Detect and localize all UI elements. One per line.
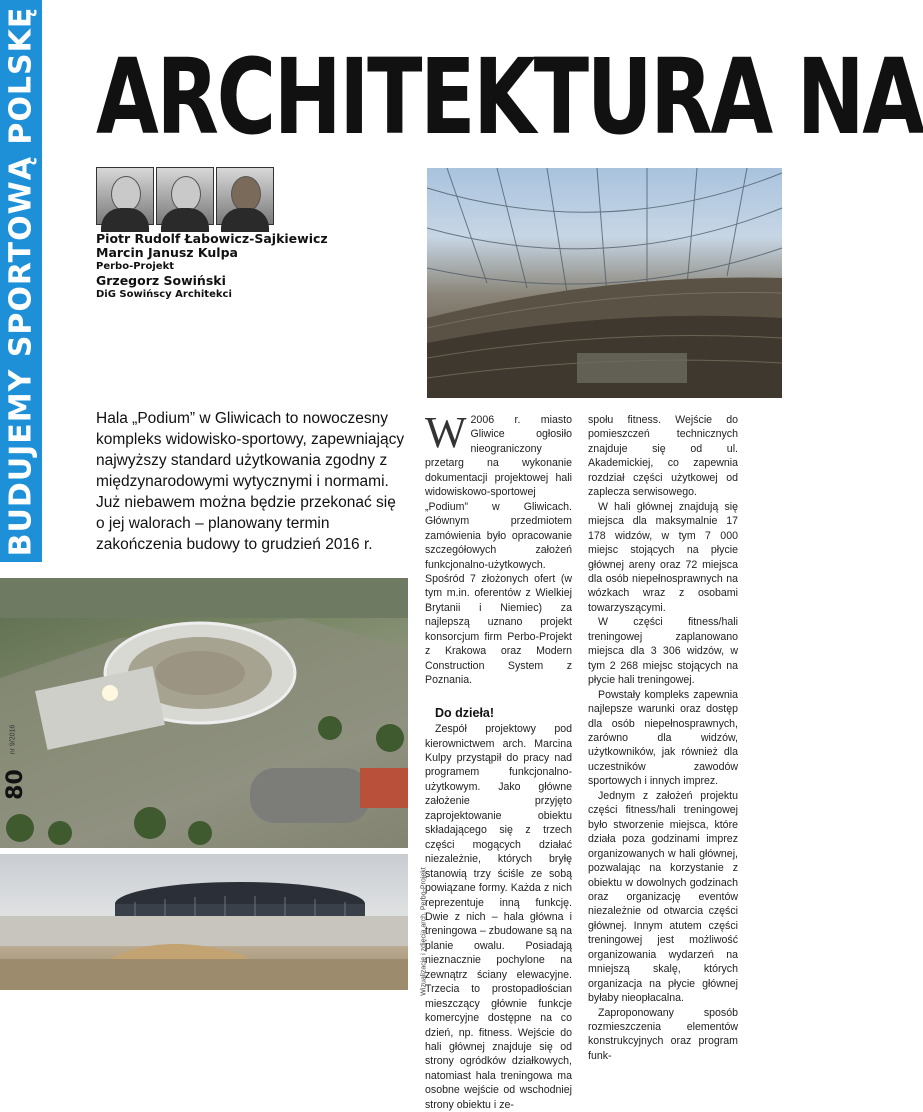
body-paragraph xyxy=(425,408,572,688)
site-photo xyxy=(0,854,408,990)
body-paragraph: W hali głównej znajdują się miejsca dla maksymalnie 17 178 widzów, w tym 7 000 miejsc stojących na płycie głównej areny oraz 72 miejsca dla osób niepełnosprawnych na wózkach wraz z osobami towarzyszącymi. xyxy=(588,500,738,614)
author-name: Grzegorz Sowiński xyxy=(96,273,226,288)
author-list xyxy=(96,232,416,302)
arena-interior-photo xyxy=(427,168,782,398)
lead-paragraph: Hala „Podium” w Gliwicach to nowoczesny kompleks widowisko-sportowy, zapewniający najwyższy standard użytkowania zgodny z międzynarodowymi wytycznymi i normami. Już niebawem można będzie przekonać się o jej walorach – planowany termin zakończenia budowy to grudzień 2016 r. xyxy=(96,410,405,553)
body-paragraph: Jednym z założeń projektu części fitness/hali treningowej było stworzenie miejsca, które działa poza godzinami imprez organizowanych w hali głównej, pozwalając na korzystanie z obiektu w dowolnych godzinach oraz organizację eventów niezależnie od otwarcia części głównej. Innym atutem części treningowej jest możliwość organizowania wydarzeń na mniejszą skalę, których organizacja na płycie głównej byłaby nieopłacalna. xyxy=(588,789,738,1005)
author-organization: DiG Sowińscy Architekci xyxy=(96,289,232,300)
photo-credit-text: Wizualizacje i zdjęcia arch. Perbo-Projekt xyxy=(420,867,428,996)
body-column-1 xyxy=(425,408,572,1112)
section-title-text: BUDUJEMY SPORTOWĄ POLSKĘ xyxy=(3,6,39,556)
author-portrait-2 xyxy=(156,167,214,225)
author-organization: Perbo-Projekt xyxy=(96,261,174,272)
author-name: Piotr Rudolf Łabowicz-Sajkiewicz xyxy=(96,231,328,246)
article-headline: ARCHITEKTURA NA xyxy=(96,36,923,158)
body-paragraph: Zaproponowany sposób rozmieszczenia elementów konstrukcyjnych oraz program funk- xyxy=(588,1006,738,1062)
photo-credit xyxy=(400,867,428,996)
body-column-2 xyxy=(588,413,738,1063)
body-paragraph: społu fitness. Wejście do pomieszczeń technicznych znajduje się od ul. Akademickiej, co zapewnia rozdział części użytkowej od zaplecza serwisowego. xyxy=(588,414,738,499)
author-name: Marcin Janusz Kulpa xyxy=(96,245,238,260)
body-paragraph: W części fitness/hali treningowej zaplanowano miejsca dla 3 306 widzów, w tym 2 268 miejsc stojących na płycie hali treningowej. xyxy=(588,616,738,687)
drop-cap: W xyxy=(425,408,467,457)
paragraph-text: 2006 r. miasto Gliwice ogłosiło nieograniczony przetarg na wykonanie dokumentacji projektowej hali widowiskowo-sportowej „Podium” w Gliwicach. Głównym przedmiotem zamówienia było opracowanie szczegółowych założeń funkcjonalno-użytkowych. Spośród 7 złożonych ofert (w tym m.in. oferentów z Wielkiej Brytanii i Niemiec) za najlepszą uznano projekt konsorcjum firm Perbo-Projekt z Krakowa oraz Modern Construction System z Poznania. xyxy=(425,414,572,687)
body-paragraph: Powstały kompleks zapewnia najlepsze warunki oraz dostęp dla osób niepełnosprawnych, zarówno dla widzów, użytkowników, jak również dla uczestników zawodów sportowych i innych imprez. xyxy=(588,688,738,788)
body-paragraph: Zespół projektowy pod kierownictwem arch. Marcina Kulpy przystąpił do pracy nad programem funkcjonalno-użytkowym. Jako główne założenie przyjęto zaprojektowanie obiektu składającego się z trzech części mogących działać niezależnie, których bryłę stanowią trzy ściśle ze sobą powiązane formy. Każda z nich reprezentuje inną funkcję. Dwie z nich – hala główna i treningowa – zbudowane są na planie owalu. Posiadają nieznacznie pochylone na zewnątrz ściany elewacyjne. Trzecia to prostopadłościan mieszczący głównie funkcje komercyjne dostępne na co dzień, np. fitness. Wejście do hali głównej znajduje się od strony ogródków działkowych, natomiast hala treningowa ma osobne wejście od wschodniej strony obiektu i ze- xyxy=(425,723,572,1111)
aerial-construction-photo xyxy=(0,578,408,848)
page-number-text: 80 xyxy=(2,769,28,800)
section-title xyxy=(0,0,42,562)
author-portrait-3 xyxy=(216,167,274,225)
section-subheading: Do dzieła! xyxy=(435,705,495,720)
author-portrait-1 xyxy=(96,167,154,225)
issue-label: nr 9/2016 xyxy=(9,724,17,755)
page-number xyxy=(2,724,40,824)
